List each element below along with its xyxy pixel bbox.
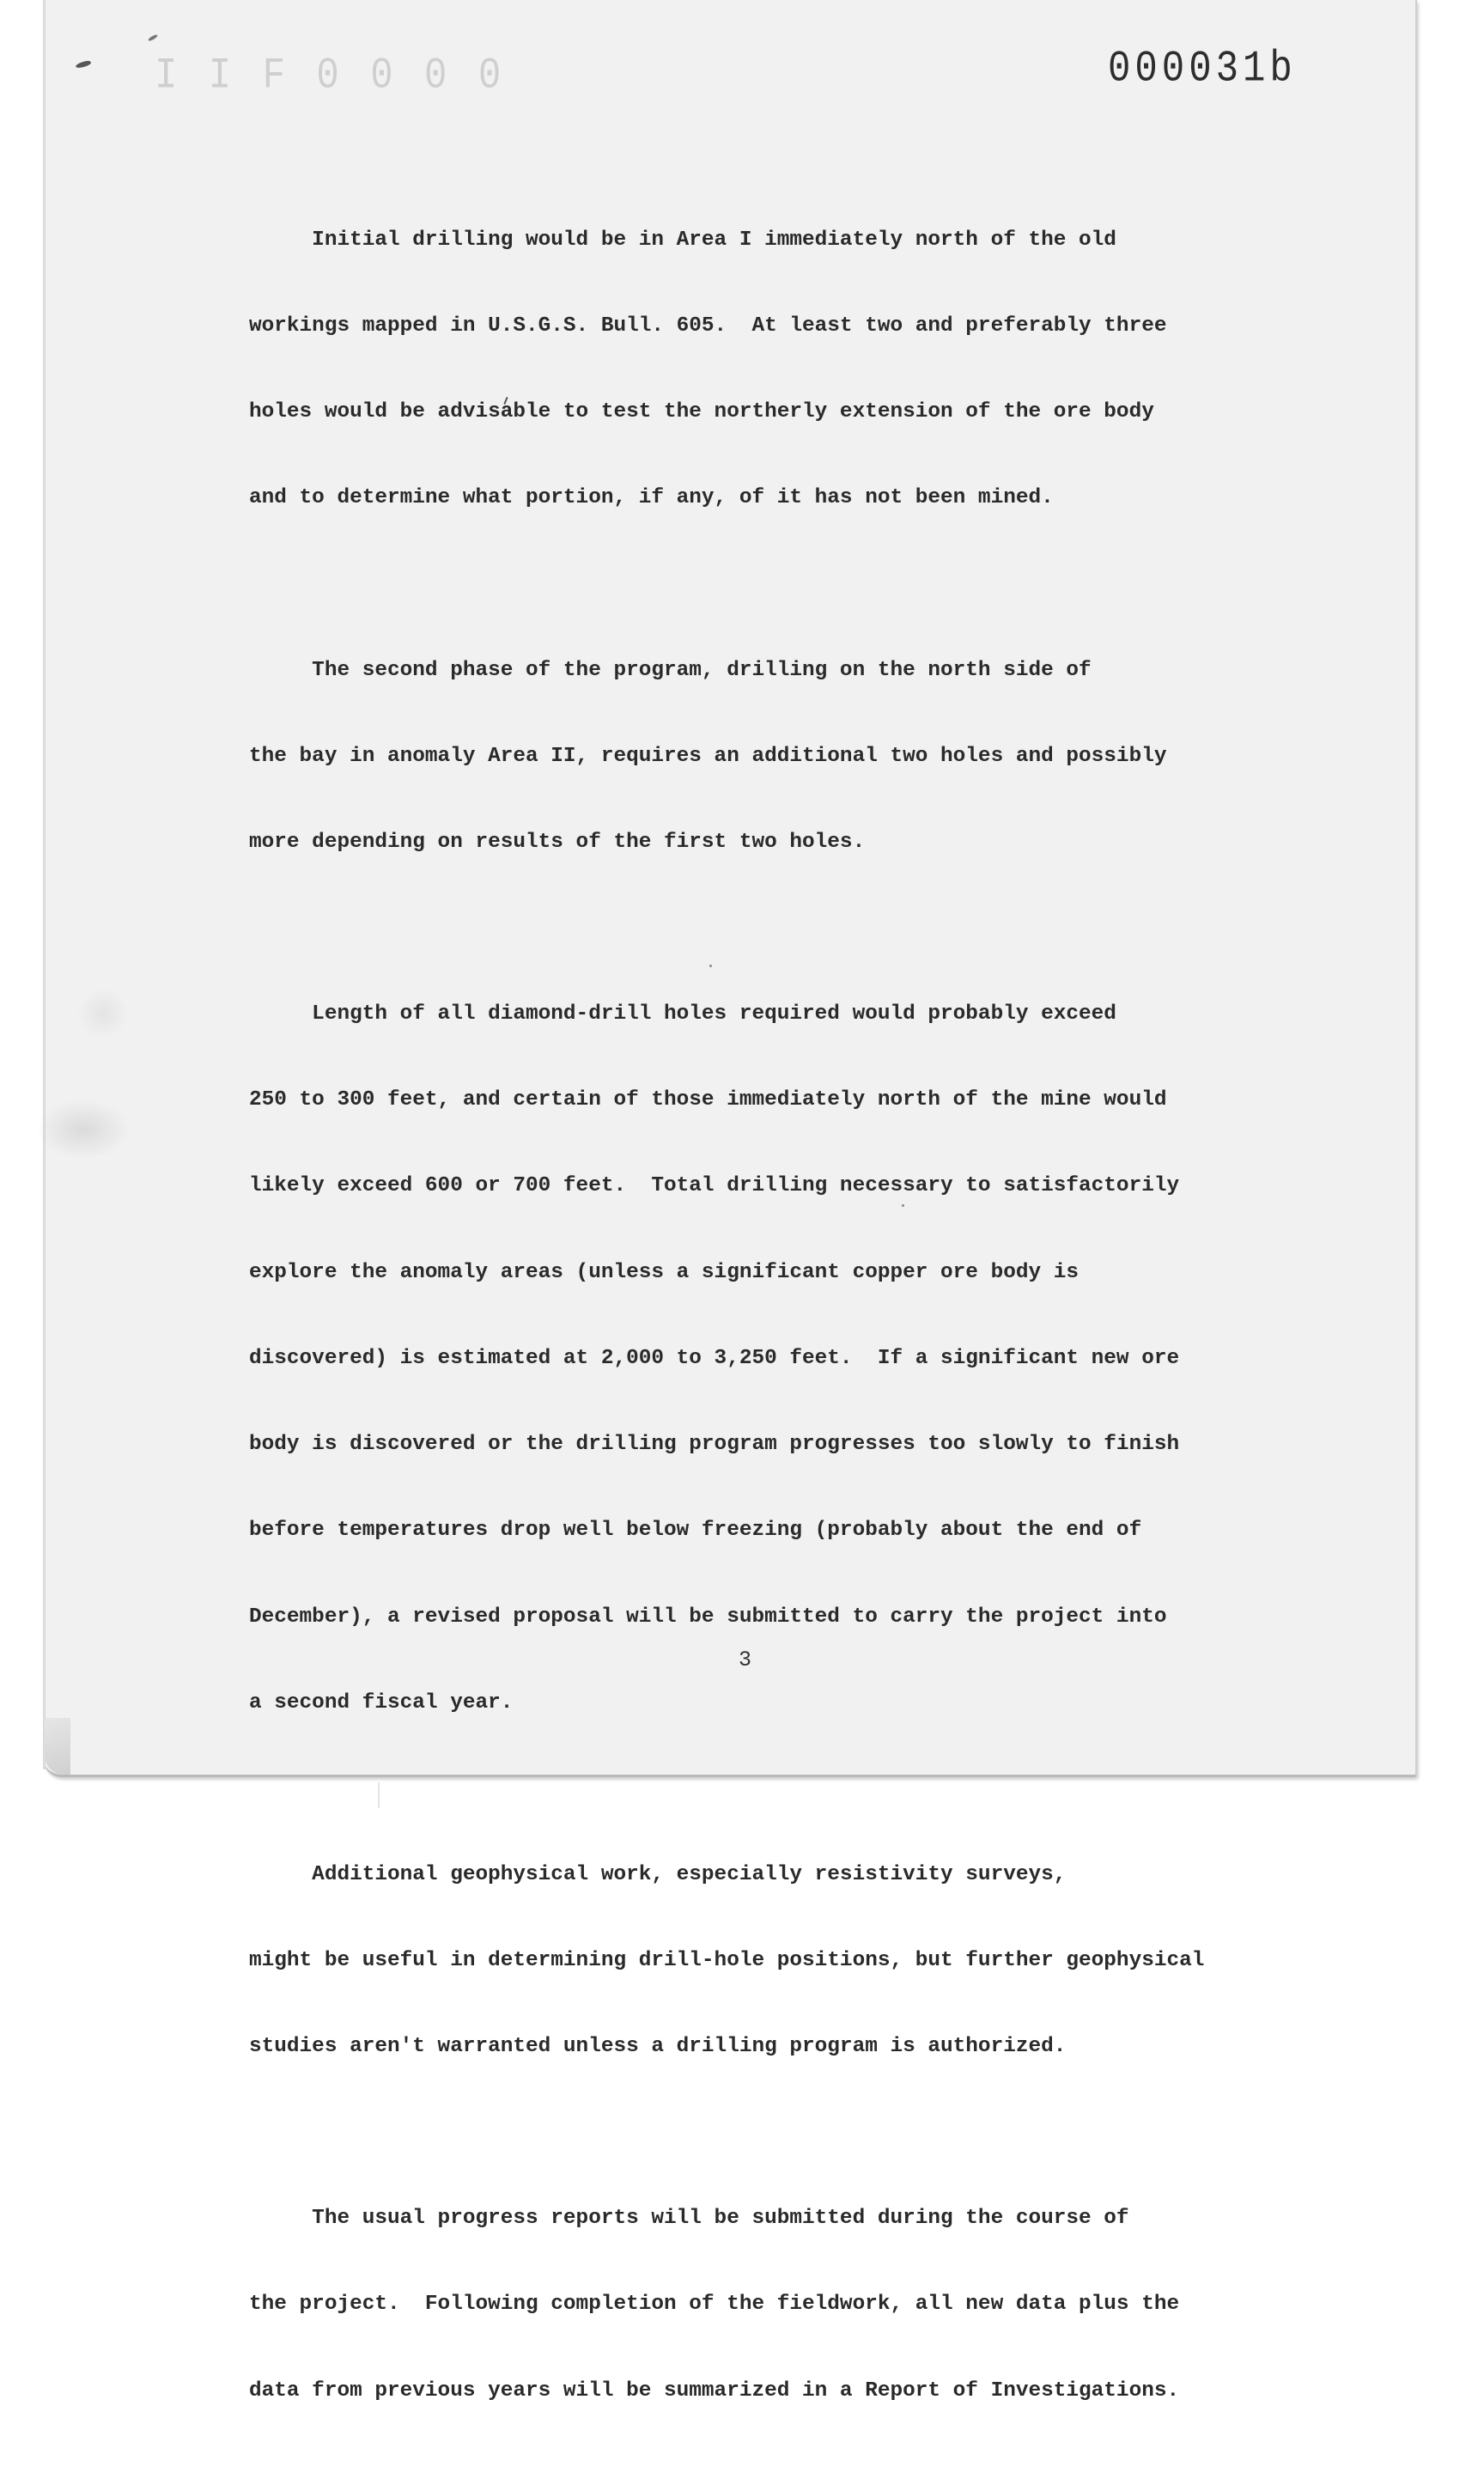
text-line: workings mapped in U.S.G.S. Bull. 605. At least two and preferably three (249, 314, 1167, 338)
text-line: body is discovered or the drilling program progresses too slowly to finish (249, 1433, 1180, 1457)
text-line: data from previous years will be summarized in a Report of Investigations. (249, 2378, 1180, 2403)
text-line: might be useful in determining drill-hole positions, but further geophysical (249, 1948, 1205, 1972)
faded-document-number: I I F 0 0 0 0 (155, 52, 506, 101)
text-line: before temperatures drop well below freezing (probably about the end of (249, 1519, 1142, 1543)
text-line: more depending on results of the first two holes. (249, 830, 866, 854)
text-line: The usual progress reports will be submitted during the course of (249, 2207, 1129, 2231)
text-line: Additional geophysical work, especially resistivity surveys, (249, 1862, 1067, 1886)
text-line: the project. Following completion of the fieldwork, all new data plus the (249, 2293, 1180, 2317)
scan-smudge (36, 1099, 131, 1160)
text-line: explore the anomaly areas (unless a significant copper ore body is (249, 1260, 1080, 1284)
scan-artifact-line (378, 1782, 380, 1808)
text-line: and to determine what portion, if any, of it has not been mined. (249, 486, 1054, 510)
text-line: December), a revised proposal will be submitted to carry the project into (249, 1605, 1167, 1629)
text-line: holes would be advisable to test the northerly extension of the ore body (249, 400, 1154, 424)
text-line: discovered) is estimated at 2,000 to 3,250 feet. If a significant new ore (249, 1346, 1180, 1370)
paragraph-drill-length (249, 942, 1357, 1775)
text-line: the bay in anomaly Area II, requires an additional two holes and possibly (249, 744, 1167, 768)
scan-smudge (77, 988, 129, 1039)
text-line: studies aren't warranted unless a drilling program is authorized. (249, 2035, 1067, 2059)
page-number: 3 (739, 1647, 752, 1672)
text-line: Length of all diamond-drill holes required would probably exceed (249, 1002, 1116, 1026)
paragraph-initial-drilling (249, 168, 1357, 570)
text-line: The second phase of the program, drilling on the north side of (249, 658, 1092, 682)
text-line: likely exceed 600 or 700 feet. Total drilling necessary to satisfactorily (249, 1174, 1180, 1198)
paragraph-progress-reports (249, 2147, 1357, 2462)
page-corner-fold (45, 1718, 70, 1775)
text-line: Initial drilling would be in Area I immediately north of the old (249, 228, 1116, 252)
document-number: 000031b (1108, 45, 1297, 94)
text-line: 250 to 300 feet, and certain of those immediately north of the mine would (249, 1088, 1167, 1112)
text-line: a second fiscal year. (249, 1690, 514, 1714)
document-body (249, 168, 1357, 2491)
paragraph-second-phase (249, 599, 1357, 914)
page-left-edge (43, 0, 46, 1769)
paragraph-geophysical-work (249, 1803, 1357, 2118)
